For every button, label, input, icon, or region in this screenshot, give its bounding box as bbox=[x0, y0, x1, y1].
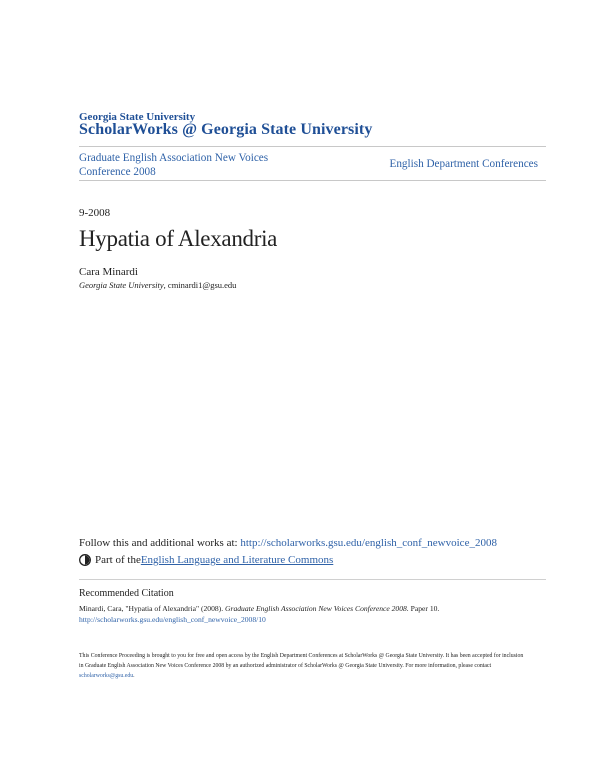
citation-divider bbox=[79, 579, 546, 580]
citation-text bbox=[79, 603, 539, 625]
collection-line-1: Graduate English Association New Voices bbox=[79, 152, 269, 164]
creative-commons-icon bbox=[79, 554, 91, 566]
partof-line bbox=[79, 554, 333, 566]
citation-heading: Recommended Citation bbox=[79, 588, 174, 599]
footer-end: . bbox=[133, 673, 135, 679]
top-divider bbox=[79, 146, 546, 147]
footer-notice bbox=[79, 651, 529, 681]
author-affiliation bbox=[79, 280, 236, 290]
collection-divider bbox=[79, 180, 546, 181]
follow-url-link[interactable]: http://scholarworks.gsu.edu/english_conf_newvoice_2008 bbox=[240, 537, 497, 549]
follow-label: Follow this and additional works at: bbox=[79, 537, 241, 549]
citation-conference: Graduate English Association New Voices Conference 2008. bbox=[225, 604, 409, 613]
citation-url-link[interactable]: http://scholarworks.gsu.edu/english_conf_newvoice_2008/10 bbox=[79, 615, 266, 624]
collection-link[interactable] bbox=[79, 151, 299, 179]
partof-label: Part of the bbox=[95, 554, 141, 566]
paper-title: Hypatia of Alexandria bbox=[79, 226, 278, 251]
affiliation-email: , cminardi1@gsu.edu bbox=[163, 280, 237, 290]
affiliation-institution: Georgia State University bbox=[79, 280, 164, 290]
author-name: Cara Minardi bbox=[79, 266, 138, 278]
citation-prefix: Minardi, Cara, "Hypatia of Alexandria" (2008). bbox=[79, 604, 226, 613]
institution-name[interactable]: Georgia State University bbox=[79, 111, 196, 123]
follow-line bbox=[79, 537, 497, 549]
partof-commons-link[interactable]: English Language and Literature Commons bbox=[140, 554, 334, 566]
publication-date: 9-2008 bbox=[79, 207, 111, 219]
footer-text: This Conference Proceeding is brought to you for free and open access by the English Department Conferences at ScholarWorks @ Georgia State University. It has been accepted for inclusion in Graduate English Association New Voices Conference 2008 by an authorized administrator of ScholarWorks @ Georgia State University. For more information, please contact bbox=[79, 653, 524, 669]
citation-suffix: Paper 10. bbox=[408, 604, 440, 613]
collection-line-2: Conference 2008 bbox=[79, 166, 156, 178]
department-link[interactable]: English Department Conferences bbox=[389, 158, 538, 170]
repository-name[interactable]: ScholarWorks @ Georgia State University bbox=[79, 121, 373, 138]
footer-email-link[interactable]: scholarworks@gsu.edu bbox=[79, 673, 134, 679]
